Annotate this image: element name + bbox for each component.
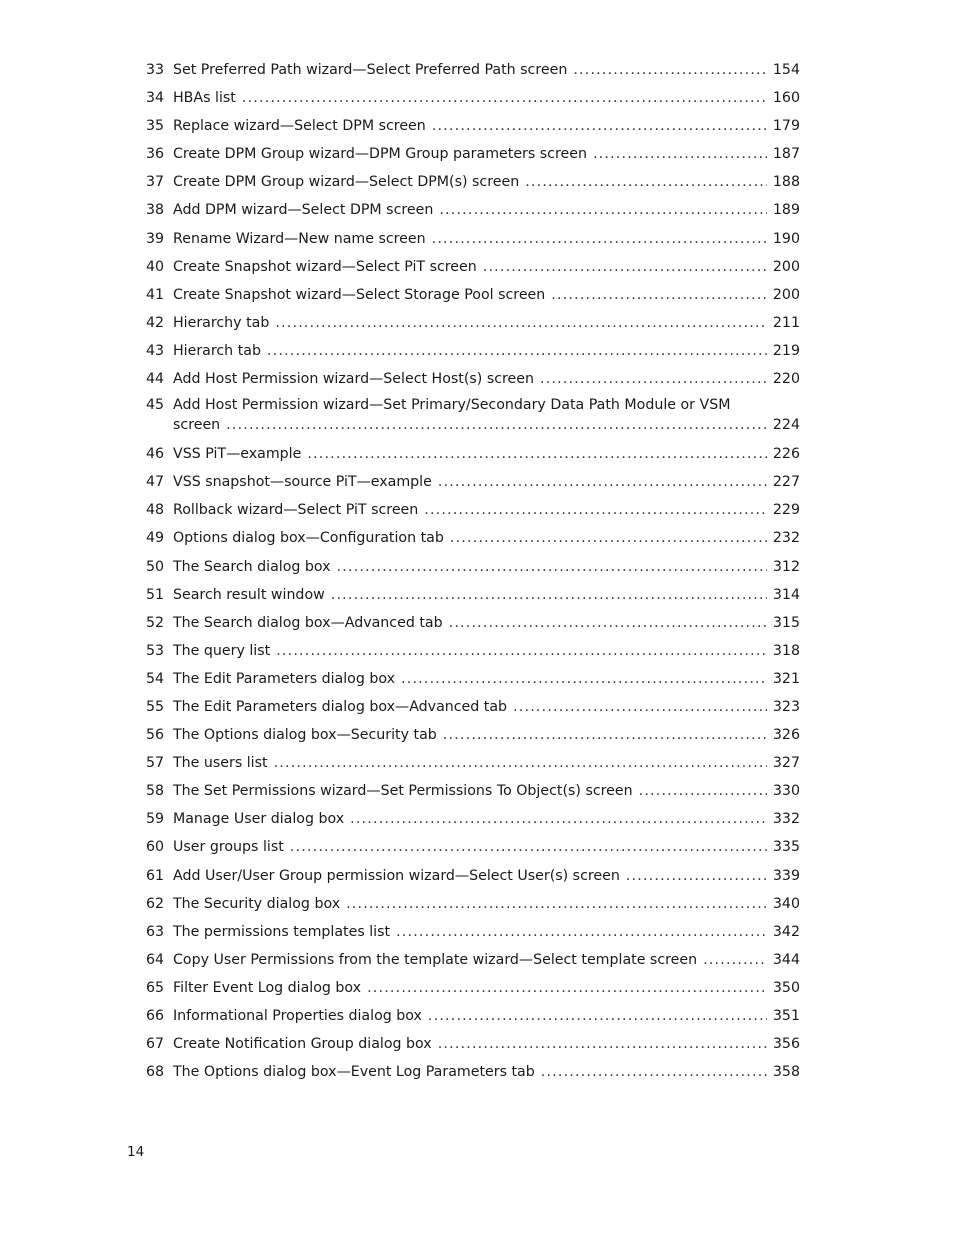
page-reference: 312	[772, 558, 800, 575]
dot-leader	[639, 779, 767, 803]
toc-entry[interactable]	[146, 1004, 800, 1032]
figure-title: VSS snapshot—source PiT—example	[173, 474, 432, 491]
dot-leader	[337, 555, 767, 579]
page-reference: 344	[772, 951, 800, 968]
toc-entry[interactable]	[146, 470, 800, 498]
figure-title: The Search dialog box—Advanced tab	[173, 614, 443, 631]
dot-leader	[307, 442, 767, 466]
page-reference: 232	[772, 530, 800, 547]
dot-leader	[541, 1060, 767, 1084]
dot-leader	[267, 339, 767, 363]
toc-entry[interactable]	[146, 367, 800, 395]
figure-number: 57	[146, 755, 165, 772]
figure-number: 35	[146, 118, 165, 135]
figure-number: 62	[146, 895, 165, 912]
page-reference: 220	[772, 371, 800, 388]
toc-entry[interactable]	[146, 170, 800, 198]
page-reference: 190	[772, 230, 800, 247]
page-reference: 351	[772, 1008, 800, 1024]
figure-title: The users list	[173, 755, 268, 772]
figure-number: 65	[146, 979, 165, 996]
dot-leader	[346, 892, 767, 916]
toc-entry[interactable]	[146, 948, 800, 976]
page-reference: 330	[772, 783, 800, 800]
figure-number: 52	[146, 614, 165, 631]
page-reference: 314	[772, 586, 800, 603]
figure-title: Create Snapshot wizard—Select PiT screen	[173, 258, 477, 275]
page-reference: 356	[772, 1036, 800, 1053]
figure-title: Filter Event Log dialog box	[173, 979, 362, 996]
dot-leader	[450, 526, 767, 550]
figure-title: Informational Properties dialog box	[173, 1008, 422, 1024]
figure-number: 33	[146, 62, 165, 78]
page-reference: 358	[772, 1064, 800, 1081]
page-reference: 224	[772, 417, 800, 434]
figure-title: VSS PiT—example	[173, 446, 302, 463]
figure-number: 61	[146, 867, 165, 884]
page-reference: 321	[772, 670, 800, 687]
figure-title: Manage User dialog box	[173, 811, 345, 828]
toc-entry[interactable]	[146, 283, 800, 311]
dot-leader	[396, 920, 767, 944]
page-reference: 326	[772, 727, 800, 744]
dot-leader	[483, 255, 767, 279]
toc-entry[interactable]	[146, 639, 800, 667]
toc-entry[interactable]	[146, 142, 800, 170]
figure-title: Create Notification Group dialog box	[173, 1036, 432, 1053]
dot-leader	[350, 807, 767, 831]
page-reference: 200	[772, 286, 800, 303]
figure-title: The Options dialog box—Event Log Parameters tab	[173, 1064, 535, 1081]
page-reference: 211	[772, 314, 800, 331]
page-reference: 315	[772, 614, 800, 631]
page-reference: 188	[772, 174, 800, 191]
figure-title: The Set Permissions wizard—Set Permissions To Object(s) screen	[173, 783, 633, 800]
toc-entry[interactable]	[146, 1032, 800, 1060]
dot-leader	[513, 695, 767, 719]
toc-entry[interactable]	[146, 807, 800, 835]
dot-leader	[331, 583, 767, 607]
figure-number: 68	[146, 1064, 165, 1081]
figure-number: 60	[146, 839, 165, 856]
dot-leader	[438, 470, 767, 494]
figure-number: 45	[146, 397, 165, 414]
dot-leader	[540, 367, 767, 391]
toc-entry[interactable]	[146, 892, 800, 920]
figure-title: Hierarch tab	[173, 342, 261, 359]
figure-number: 49	[146, 530, 165, 547]
dot-leader	[424, 498, 767, 522]
toc-entry[interactable]	[146, 227, 800, 255]
page-reference: 350	[772, 979, 800, 996]
figure-number: 34	[146, 90, 165, 107]
page-reference: 342	[772, 923, 800, 940]
figure-title: Rename Wizard—New name screen	[173, 230, 426, 247]
figure-number: 47	[146, 474, 165, 491]
figure-number: 48	[146, 502, 165, 519]
figure-number: 39	[146, 230, 165, 247]
dot-leader	[439, 198, 767, 222]
figure-number: 37	[146, 174, 165, 191]
dot-leader	[551, 283, 767, 307]
figure-number: 63	[146, 923, 165, 940]
figure-title: User groups list	[173, 839, 284, 856]
figure-number: 51	[146, 586, 165, 603]
toc-entry[interactable]	[146, 198, 800, 226]
figure-number: 59	[146, 811, 165, 828]
figure-title: The Search dialog box	[173, 558, 331, 575]
figure-title: The Edit Parameters dialog box—Advanced tab	[173, 698, 508, 715]
figure-title: Add User/User Group permission wizard—Select User(s) screen	[173, 867, 620, 884]
page-reference: 332	[772, 811, 800, 828]
toc-entry[interactable]	[146, 723, 800, 751]
figure-title-continued: screen	[173, 417, 221, 434]
page-reference: 327	[772, 755, 800, 772]
page-reference: 226	[772, 446, 800, 463]
figure-title: Create Snapshot wizard—Select Storage Pool screen	[173, 286, 546, 303]
toc-entry[interactable]	[146, 583, 800, 611]
page-reference: 339	[772, 867, 800, 884]
dot-leader	[367, 976, 767, 1000]
toc-entry-line	[146, 395, 800, 415]
page-reference: 318	[772, 642, 800, 659]
dot-leader	[573, 58, 767, 82]
dot-leader	[274, 751, 767, 775]
toc-entry-line	[146, 415, 800, 435]
page-reference: 189	[772, 202, 800, 219]
page-reference: 200	[772, 258, 800, 275]
toc-entry[interactable]	[146, 1060, 800, 1088]
toc-entry[interactable]	[146, 864, 800, 892]
toc-entry[interactable]	[146, 58, 800, 86]
dot-leader	[703, 948, 767, 972]
figure-number: 54	[146, 670, 165, 687]
toc-entry[interactable]	[146, 976, 800, 1004]
figure-number: 41	[146, 286, 165, 303]
page-number: 14	[127, 1144, 145, 1160]
figure-number: 42	[146, 314, 165, 331]
toc-entry[interactable]	[146, 667, 800, 695]
figure-title: The permissions templates list	[173, 923, 391, 940]
figure-title: HBAs list	[173, 90, 236, 107]
figure-title: Rollback wizard—Select PiT screen	[173, 502, 419, 519]
dot-leader	[242, 86, 767, 110]
dot-leader	[428, 1004, 767, 1028]
page-reference: 340	[772, 895, 800, 912]
list-of-figures	[146, 58, 800, 1088]
figure-number: 58	[146, 783, 165, 800]
page-reference: 335	[772, 839, 800, 856]
dot-leader	[593, 142, 767, 166]
page-reference: 229	[772, 502, 800, 519]
dot-leader	[276, 639, 767, 663]
figure-number: 67	[146, 1036, 165, 1053]
figure-number: 38	[146, 202, 165, 219]
figure-title: Add DPM wizard—Select DPM screen	[173, 202, 434, 219]
figure-number: 55	[146, 698, 165, 715]
figure-number: 50	[146, 558, 165, 575]
page-reference: 219	[772, 342, 800, 359]
dot-leader	[438, 1032, 767, 1056]
figure-number: 44	[146, 371, 165, 388]
dot-leader	[432, 114, 767, 138]
page-reference: 160	[772, 90, 800, 107]
figure-number: 46	[146, 446, 165, 463]
toc-entry[interactable]	[146, 611, 800, 639]
figure-title: The Edit Parameters dialog box	[173, 670, 396, 687]
toc-entry[interactable]	[146, 395, 800, 442]
toc-entry[interactable]	[146, 114, 800, 142]
toc-entry[interactable]	[146, 920, 800, 948]
page-reference: 179	[772, 118, 800, 135]
figure-number: 66	[146, 1008, 165, 1024]
dot-leader	[226, 415, 767, 435]
toc-entry[interactable]	[146, 751, 800, 779]
figure-number: 40	[146, 258, 165, 275]
figure-title: The Options dialog box—Security tab	[173, 727, 437, 744]
figure-title: Create DPM Group wizard—DPM Group parameters screen	[173, 146, 587, 163]
dot-leader	[449, 611, 767, 635]
toc-entry[interactable]	[146, 695, 800, 723]
dot-leader	[290, 835, 767, 859]
dot-leader	[432, 227, 767, 251]
figure-title: Set Preferred Path wizard—Select Preferred Path screen	[173, 62, 568, 78]
page-reference: 187	[772, 146, 800, 163]
figure-title: Copy User Permissions from the template wizard—Select template screen	[173, 951, 698, 968]
toc-entry[interactable]	[146, 339, 800, 367]
figure-title: Add Host Permission wizard—Select Host(s) screen	[173, 371, 534, 388]
dot-leader	[275, 311, 767, 335]
toc-entry[interactable]	[146, 86, 800, 114]
dot-leader	[443, 723, 767, 747]
toc-entry[interactable]	[146, 835, 800, 863]
page-reference: 227	[772, 474, 800, 491]
figure-number: 64	[146, 951, 165, 968]
figure-title: Add Host Permission wizard—Set Primary/Secondary Data Path Module or VSM	[173, 397, 731, 414]
figure-number: 56	[146, 727, 165, 744]
toc-entry[interactable]	[146, 311, 800, 339]
toc-entry[interactable]	[146, 255, 800, 283]
toc-entry[interactable]	[146, 442, 800, 470]
toc-entry[interactable]	[146, 526, 800, 554]
toc-entry[interactable]	[146, 779, 800, 807]
figure-number: 53	[146, 642, 165, 659]
figure-title: The query list	[173, 642, 271, 659]
dot-leader	[525, 170, 767, 194]
figure-title: Search result window	[173, 586, 325, 603]
dot-leader	[626, 864, 767, 888]
figure-title: Create DPM Group wizard—Select DPM(s) screen	[173, 174, 520, 191]
figure-title: The Security dialog box	[173, 895, 341, 912]
figure-title: Options dialog box—Configuration tab	[173, 530, 444, 547]
figure-title: Hierarchy tab	[173, 314, 270, 331]
figure-title: Replace wizard—Select DPM screen	[173, 118, 426, 135]
figure-number: 36	[146, 146, 165, 163]
toc-entry[interactable]	[146, 555, 800, 583]
page-reference: 154	[772, 62, 800, 78]
dot-leader	[401, 667, 767, 691]
figure-number: 43	[146, 342, 165, 359]
toc-entry[interactable]	[146, 498, 800, 526]
page-reference: 323	[772, 698, 800, 715]
